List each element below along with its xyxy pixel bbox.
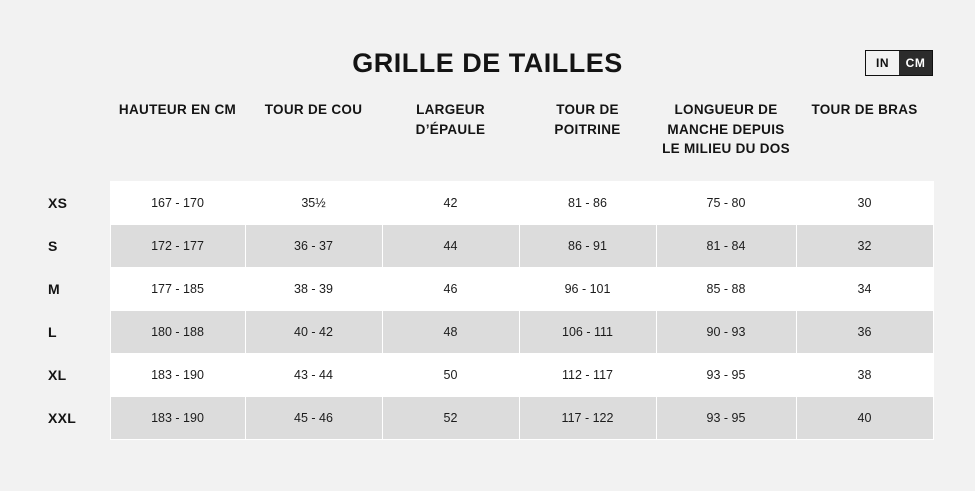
table-row (42, 353, 933, 396)
cell-l-arm: 36 (796, 310, 933, 353)
cell-xl-chest: 112 - 117 (519, 353, 656, 396)
cell-s-chest: 86 - 91 (519, 224, 656, 267)
cell-xl-shoulder: 50 (382, 353, 519, 396)
column-header-height: HAUTEUR EN CM (110, 100, 245, 181)
row-label-m: M (42, 267, 110, 310)
cell-m-neck: 38 - 39 (245, 267, 382, 310)
cell-m-arm: 34 (796, 267, 933, 310)
column-header-chest: TOUR DE POITRINE (519, 100, 656, 181)
table-row (42, 224, 933, 267)
cell-xl-sleeve: 93 - 95 (656, 353, 796, 396)
cell-xxl-height: 183 - 190 (110, 396, 245, 439)
cell-xs-sleeve: 75 - 80 (656, 181, 796, 224)
unit-option-in[interactable]: IN (866, 51, 899, 75)
page-title: GRILLE DE TAILLES (352, 48, 623, 78)
cell-s-shoulder: 44 (382, 224, 519, 267)
unit-option-cm[interactable]: CM (899, 51, 932, 75)
cell-m-height: 177 - 185 (110, 267, 245, 310)
row-label-xl: XL (42, 353, 110, 396)
cell-l-neck: 40 - 42 (245, 310, 382, 353)
cell-xs-shoulder: 42 (382, 181, 519, 224)
row-label-xxl: XXL (42, 396, 110, 439)
cell-m-sleeve: 85 - 88 (656, 267, 796, 310)
column-header-size (42, 100, 110, 181)
cell-xs-arm: 30 (796, 181, 933, 224)
table-row (42, 181, 933, 224)
header-row (42, 100, 933, 181)
cell-l-height: 180 - 188 (110, 310, 245, 353)
column-header-arm: TOUR DE BRAS (796, 100, 933, 181)
cell-xl-neck: 43 - 44 (245, 353, 382, 396)
cell-l-chest: 106 - 111 (519, 310, 656, 353)
cell-s-neck: 36 - 37 (245, 224, 382, 267)
cell-xs-height: 167 - 170 (110, 181, 245, 224)
cell-xxl-arm: 40 (796, 396, 933, 439)
cell-m-shoulder: 46 (382, 267, 519, 310)
cell-xxl-sleeve: 93 - 95 (656, 396, 796, 439)
cell-l-shoulder: 48 (382, 310, 519, 353)
row-label-l: L (42, 310, 110, 353)
cell-l-sleeve: 90 - 93 (656, 310, 796, 353)
cell-xxl-neck: 45 - 46 (245, 396, 382, 439)
unit-toggle[interactable] (865, 50, 933, 76)
row-label-s: S (42, 224, 110, 267)
cell-xs-neck: 35½ (245, 181, 382, 224)
column-header-neck: TOUR DE COU (245, 100, 382, 181)
cell-m-chest: 96 - 101 (519, 267, 656, 310)
table-row (42, 396, 933, 439)
cell-xxl-shoulder: 52 (382, 396, 519, 439)
cell-s-arm: 32 (796, 224, 933, 267)
column-header-sleeve: LONGUEUR DE MANCHE DEPUIS LE MILIEU DU DOS (656, 100, 796, 181)
size-table (42, 100, 934, 440)
cell-xs-chest: 81 - 86 (519, 181, 656, 224)
cell-xl-arm: 38 (796, 353, 933, 396)
row-label-xs: XS (42, 181, 110, 224)
table-row (42, 310, 933, 353)
table-body (42, 181, 933, 439)
table-header (42, 100, 933, 181)
cell-xxl-chest: 117 - 122 (519, 396, 656, 439)
cell-xl-height: 183 - 190 (110, 353, 245, 396)
table-row (42, 267, 933, 310)
cell-s-sleeve: 81 - 84 (656, 224, 796, 267)
column-header-shoulder: LARGEUR D’ÉPAULE (382, 100, 519, 181)
cell-s-height: 172 - 177 (110, 224, 245, 267)
